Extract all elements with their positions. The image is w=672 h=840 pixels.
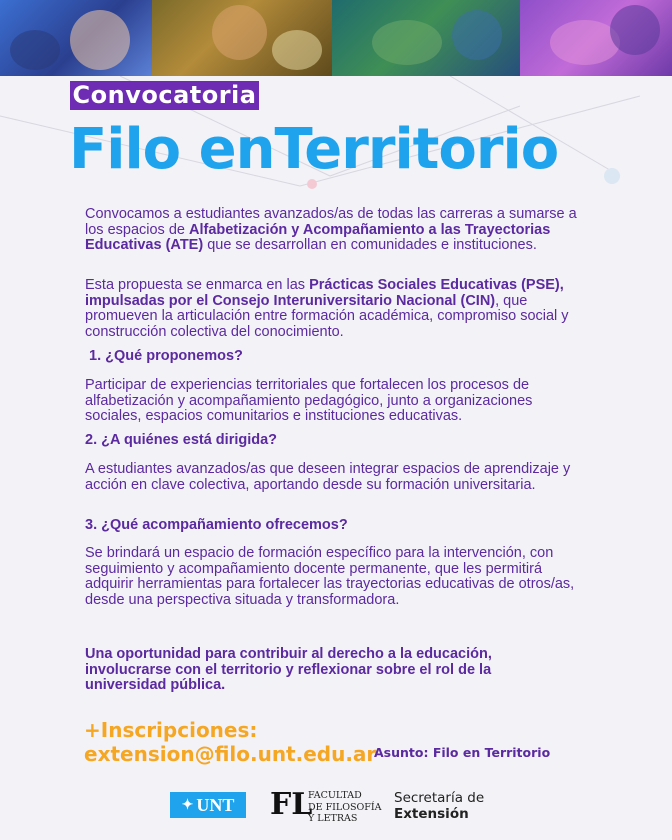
ffyl-line-2: DE FILOSOFÍA [308,801,382,813]
ffyl-line-3: Y LETRAS [308,813,358,824]
photo-elder-reading [152,0,332,76]
page-title: Filo enTerritorio [69,117,559,182]
star-icon: ✦ [181,797,194,813]
section-heading-propuesta: 1. ¿Qué proponemos? [89,348,243,364]
unt-logo [170,792,246,818]
section-text-propuesta: Participar de experiencias territoriales que fortalecen los procesos de alfabetización y acompañamiento pedagógico, junto a organizaciones sociales, espacios comunitarios e instituciones educativas. [85,377,533,424]
photo-workshop [520,0,672,76]
ffyl-line-1: FACULTAD [308,790,362,801]
ffyl-logo-mark: FL [270,787,313,822]
section-heading-destinatarios: 2. ¿A quiénes está dirigida? [85,432,278,448]
asunto-text: Asunto: Filo en Territorio [374,745,551,760]
ffyl-logo-text [308,790,382,825]
intro-paragraph-2: Esta propuesta se enmarca en las Prácticas Sociales Educativas (PSE), impulsadas por el Consejo Interuniversitario Nacional (CIN), que promueven la articulación entre formación académica, compromiso social y construcción colectiva del conocimiento. [85,277,569,340]
header-photo-strip [0,0,672,76]
closing-statement: Una oportunidad para contribuir al derecho a la educación, involucrarse con el territorio y reflexionar sobre el rol de la universidad pública. [85,646,492,693]
secretaria-extension-logo [394,790,484,822]
photo-hands [332,0,520,76]
secretaria-line-2: Extensión [394,806,469,822]
inscripciones-label: +Inscripciones: [84,718,258,742]
inscripciones-email-link[interactable]: extension@filo.unt.edu.ar [84,742,377,766]
section-heading-acompanamiento: 3. ¿Qué acompañamiento ofrecemos? [85,517,348,533]
intro-paragraph-1: Convocamos a estudiantes avanzados/as de todas las carreras a sumarse a los espacios de Alfabetización y Acompañamiento a las Trayectorias Educativas (ATE) que se desarrollan en comunidades e instituciones. [85,206,577,253]
photo-students [0,0,152,76]
unt-logo-text: UNT [196,794,235,815]
section-text-acompanamiento: Se brindará un espacio de formación específico para la intervención, con seguimiento y acompañamiento docente permanente, que les permitirá adquirir herramientas para fortalecer las trayectorias educativas de otros/as, desde una perspectiva situada y transformadora. [85,545,575,608]
section-text-destinatarios: A estudiantes avanzados/as que deseen integrar espacios de aprendizaje y acción en clave colectiva, aportando desde su formación universitaria. [85,461,571,493]
secretaria-line-1: Secretaría de [394,790,485,806]
convocatoria-badge: Convocatoria [70,81,259,110]
